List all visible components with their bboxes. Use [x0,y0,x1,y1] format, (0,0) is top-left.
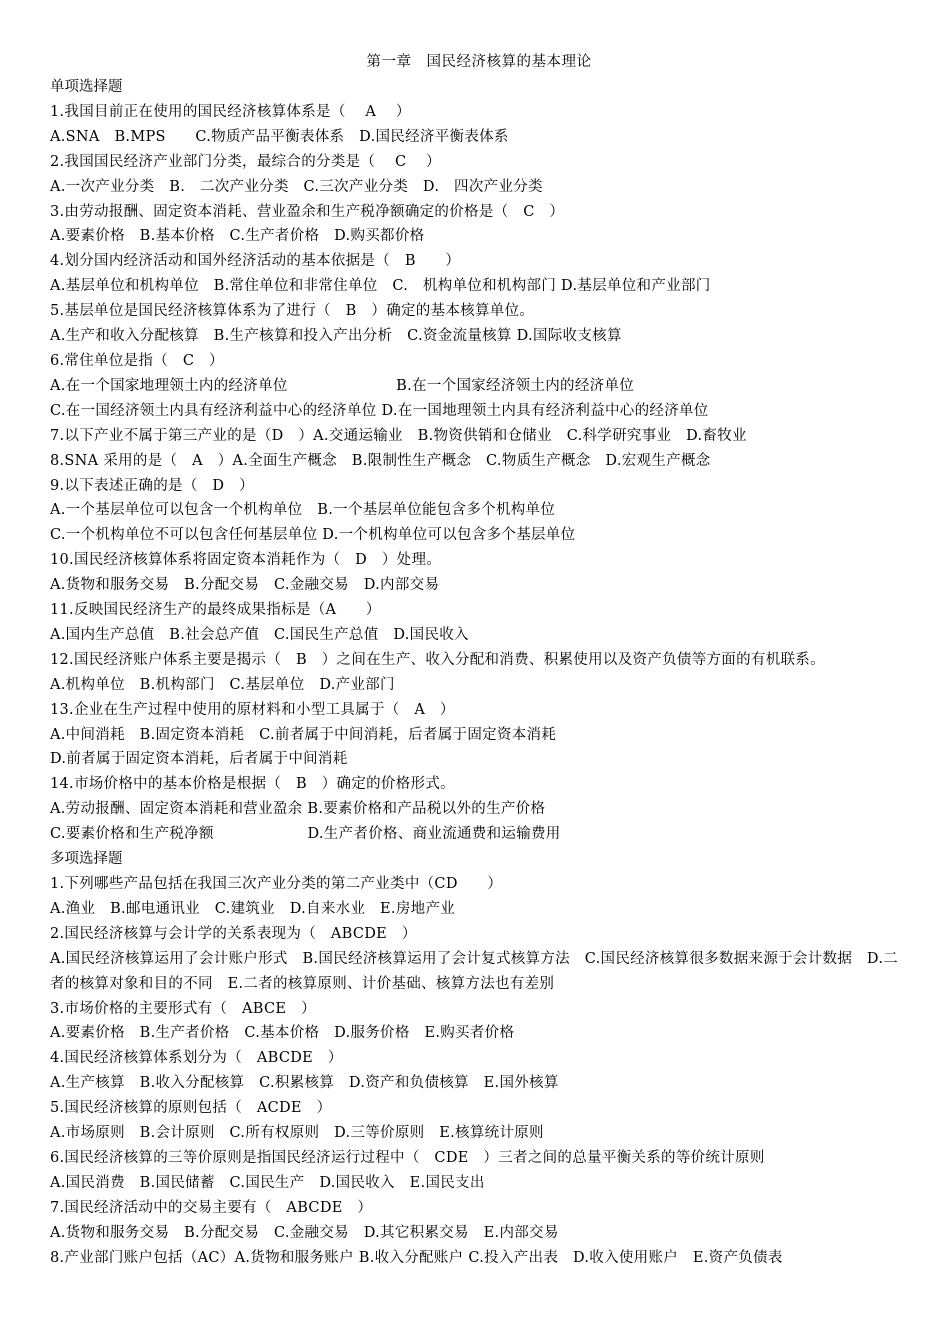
text-line: 14.市场价格中的基本价格是根据（ B ）确定的价格形式。 [50,776,455,793]
text-line: C.一个机构单位不可以包含任何基层单位 D.一个机构单位可以包含多个基层单位 [50,527,576,544]
text-line: A.国内生产总值 B.社会总产值 C.国民生产总值 D.国民收入 [50,626,469,643]
text-line: 1.下列哪些产品包括在我国三次产业分类的第二产业类中（CD ） [50,876,503,892]
text-line: 7.以下产业不属于第三产业的是（D ）A.交通运输业 B.物资供销和仓储业 C.科学研究事业 D.畜牧业 [50,427,747,444]
section-heading-single: 单项选择题 [50,79,123,95]
text-line: 11.反映国民经济生产的最终成果指标是（A ） [50,602,381,619]
text-line: 4.国民经济核算体系划分为（ ABCDE ） [50,1050,343,1067]
text-line: 2.我国国民经济产业部门分类，最综合的分类是（ C ） [50,153,441,170]
text-line: 3.由劳动报酬、固定资本消耗、营业盈余和生产税净额确定的价格是（ C ） [50,203,565,220]
text-line: 5.国民经济核算的原则包括（ ACDE ） [50,1100,332,1117]
text-line: 1.我国目前正在使用的国民经济核算体系是（ A ） [50,103,411,120]
text-line: 3.市场价格的主要形式有（ ABCE ） [50,1000,316,1017]
text-line: A.生产核算 B.收入分配核算 C.积累核算 D.资产和负债核算 E.国外核算 [50,1075,559,1092]
multi-choice-block [50,872,908,947]
text-line: 6.常住单位是指（ C ） [50,352,224,369]
text-line: A.渔业 B.邮电通讯业 C.建筑业 D.自来水业 E.房地产业 [50,900,456,917]
text-line: A.基层单位和机构单位 B.常住单位和非常住单位 C. 机构单位和机构部门 D.基层单位和产业部门 [50,278,711,295]
text-line: A.要素价格 B.生产者价格 C.基本价格 D.服务价格 E.购买者价格 [50,1025,515,1042]
text-line: A.一次产业分类 B. 二次产业分类 C.三次产业分类 D. 四次产业分类 [50,178,543,195]
document-page [50,50,908,1271]
text-line: C.在一国经济领土内具有经济利益中心的经济单位 D.在一国地理领土内具有经济利益中心的经济单位 [50,402,709,419]
text-line: A.机构单位 B.机构部门 C.基层单位 D.产业部门 [50,676,395,693]
text-line: 5.基层单位是国民经济核算体系为了进行（ B ）确定的基本核算单位。 [50,303,535,320]
text-line: A.市场原则 B.会计原则 C.所有权原则 D.三等价原则 E.核算统计原则 [50,1125,544,1142]
text-line: 8.SNA 采用的是（ A ）A.全面生产概念 B.限制性生产概念 C.物质生产概念 D.宏观生产概念 [50,452,711,469]
text-line: A.生产和收入分配核算 B.生产核算和投入产出分析 C.资金流量核算 D.国际收支核算 [50,328,622,345]
text-line: A.劳动报酬、固定资本消耗和营业盈余 B.要素价格和产品税以外的生产价格 [50,801,546,818]
text-line: A.SNA B.MPS C.物质产品平衡表体系 D.国民经济平衡表体系 [50,128,509,145]
text-line: A.在一个国家地理领土内的经济单位 B.在一个国家经济领土内的经济单位 [50,377,635,394]
question-12: 12.国民经济账户体系主要是揭示（ B ）之间在生产、收入分配和消费、积累使用以及资产负债等方面的有机联系。 [50,651,825,668]
multi-choice-block-2 [50,997,908,1271]
text-line: A.货物和服务交易 B.分配交易 C.金融交易 D.其它积累交易 E.内部交易 [50,1224,559,1241]
text-line: 2.国民经济核算与会计学的关系表现为（ ABCDE ） [50,925,417,942]
text-line: A.中间消耗 B.固定资本消耗 C.前者属于中间消耗，后者属于固定资本消耗 [50,726,557,743]
single-choice-block-2 [50,673,908,847]
text-line: 4.划分国内经济活动和国外经济活动的基本依据是（ B ） [50,253,461,270]
text-line: 7.国民经济活动中的交易主要有（ ABCDE ） [50,1199,373,1216]
text-line: A.一个基层单位可以包含一个机构单位 B.一个基层单位能包含多个机构单位 [50,502,556,519]
multi-question-2-options: A.国民经济核算运用了会计账户形式 B.国民经济核算运用了会计复式核算方法 C.国民经济核算很多数据来源于会计数据 D.二者的核算对象和目的不同 E.二者的核算原则、计价基础、核算方法也有差别 [50,950,899,992]
text-line: C.要素价格和生产税净额 D.生产者价格、商业流通费和运输费用 [50,826,561,843]
text-line: 8.产业部门账户包括（AC）A.货物和服务账户 B.收入分配账户 C.投入产出表 D.收入使用账户 E.资产负债表 [50,1249,783,1266]
text-line: 13.企业在生产过程中使用的原材料和小型工具属于（ A ） [50,701,455,718]
single-choice-block [50,100,908,648]
text-line: 10.国民经济核算体系将固定资本消耗作为（ D ）处理。 [50,552,442,569]
text-line: 9.以下表述正确的是（ D ） [50,477,254,494]
section-heading-multi: 多项选择题 [50,851,123,868]
text-line: A.要素价格 B.基本价格 C.生产者价格 D.购买都价格 [50,228,425,245]
text-line: A.国民消费 B.国民储蓄 C.国民生产 D.国民收入 E.国民支出 [50,1174,485,1191]
text-line: D.前者属于固定资本消耗，后者属于中间消耗 [50,751,348,768]
text-line: A.货物和服务交易 B.分配交易 C.金融交易 D.内部交易 [50,577,440,594]
text-line: 6.国民经济核算的三等价原则是指国民经济运行过程中（ CDE ）三者之间的总量平衡关系的等价统计原则 [50,1149,765,1166]
chapter-title: 第一章 国民经济核算的基本理论 [366,54,592,70]
